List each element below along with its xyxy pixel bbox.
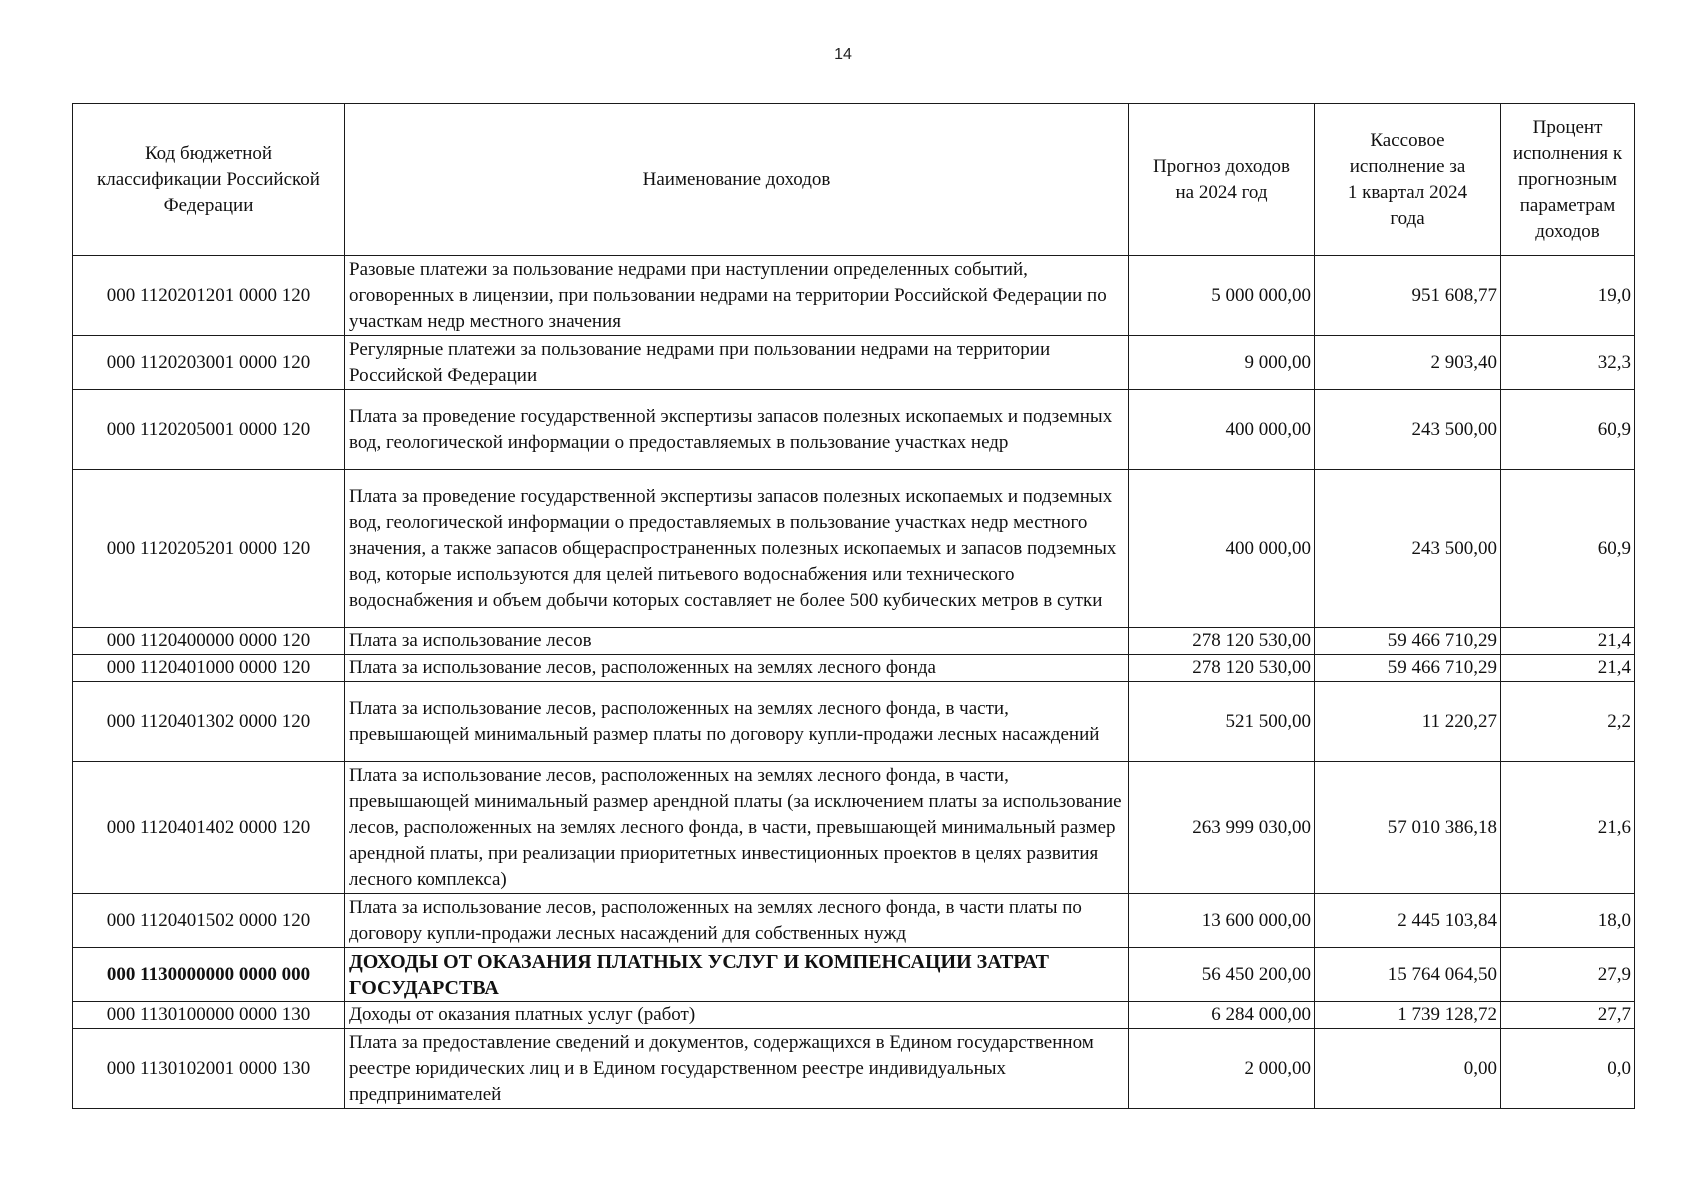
row-code: 000 1120201201 0000 120 xyxy=(73,256,345,336)
row-percent: 21,4 xyxy=(1501,655,1635,682)
table-row xyxy=(73,256,1635,336)
table-row xyxy=(73,762,1635,894)
row-code: 000 1120203001 0000 120 xyxy=(73,336,345,390)
row-cash: 243 500,00 xyxy=(1315,390,1501,470)
row-cash: 57 010 386,18 xyxy=(1315,762,1501,894)
row-cash: 951 608,77 xyxy=(1315,256,1501,336)
row-forecast: 278 120 530,00 xyxy=(1129,628,1315,655)
row-code: 000 1130102001 0000 130 xyxy=(73,1029,345,1109)
row-name: Плата за проведение государственной экспертизы запасов полезных ископаемых и подземных вод, геологической информации о предоставляемых в пользование участках недр xyxy=(345,390,1129,470)
row-name: Доходы от оказания платных услуг (работ) xyxy=(345,1002,1129,1029)
row-name: Плата за использование лесов, расположенных на землях лесного фонда, в части, превышающей минимальный размер платы по договору купли-продажи лесных насаждений xyxy=(345,682,1129,762)
row-cash: 11 220,27 xyxy=(1315,682,1501,762)
row-percent: 60,9 xyxy=(1501,390,1635,470)
table-body xyxy=(73,256,1635,1109)
row-forecast: 521 500,00 xyxy=(1129,682,1315,762)
row-forecast: 400 000,00 xyxy=(1129,470,1315,628)
row-percent: 2,2 xyxy=(1501,682,1635,762)
row-name: Плата за использование лесов, расположенных на землях лесного фонда, в части, превышающей минимальный размер арендной платы (за исключением платы за использование лесов, расположенных на землях лесного фонда, в части, превышающей минимальный размер арендной платы, при реализации приоритетных инвестиционных проектов в целях развития лесного комплекса) xyxy=(345,762,1129,894)
row-code: 000 1120401302 0000 120 xyxy=(73,682,345,762)
page-number: 14 xyxy=(834,46,852,63)
table-header-row xyxy=(73,104,1635,256)
table-row xyxy=(73,682,1635,762)
row-percent: 21,4 xyxy=(1501,628,1635,655)
row-name: Регулярные платежи за пользование недрами при пользовании недрами на территории Российской Федерации xyxy=(345,336,1129,390)
row-cash: 59 466 710,29 xyxy=(1315,628,1501,655)
row-code: 000 1120401402 0000 120 xyxy=(73,762,345,894)
row-name: Плата за использование лесов xyxy=(345,628,1129,655)
income-table xyxy=(72,103,1635,1109)
row-code: 000 1130000000 0000 000 xyxy=(73,948,345,1002)
row-cash: 0,00 xyxy=(1315,1029,1501,1109)
row-name: ДОХОДЫ ОТ ОКАЗАНИЯ ПЛАТНЫХ УСЛУГ И КОМПЕНСАЦИИ ЗАТРАТ ГОСУДАРСТВА xyxy=(345,948,1129,1002)
row-cash: 59 466 710,29 xyxy=(1315,655,1501,682)
table-row xyxy=(73,470,1635,628)
table-row xyxy=(73,894,1635,948)
row-forecast: 6 284 000,00 xyxy=(1129,1002,1315,1029)
row-name: Плата за использование лесов, расположенных на землях лесного фонда, в части платы по договору купли-продажи лесных насаждений для собственных нужд xyxy=(345,894,1129,948)
row-code: 000 1120205201 0000 120 xyxy=(73,470,345,628)
table-row xyxy=(73,1029,1635,1109)
row-cash: 1 739 128,72 xyxy=(1315,1002,1501,1029)
row-cash: 243 500,00 xyxy=(1315,470,1501,628)
row-forecast: 9 000,00 xyxy=(1129,336,1315,390)
header-percent: Процент исполнения к прогнозным параметрам доходов xyxy=(1501,104,1635,256)
header-forecast: Прогноз доходов на 2024 год xyxy=(1129,104,1315,256)
table-row xyxy=(73,1002,1635,1029)
row-forecast: 5 000 000,00 xyxy=(1129,256,1315,336)
row-code: 000 1120401502 0000 120 xyxy=(73,894,345,948)
table-row xyxy=(73,628,1635,655)
row-code: 000 1120205001 0000 120 xyxy=(73,390,345,470)
table-row xyxy=(73,390,1635,470)
header-code: Код бюджетной классификации Российской Федерации xyxy=(73,104,345,256)
row-cash: 2 445 103,84 xyxy=(1315,894,1501,948)
table-row xyxy=(73,655,1635,682)
row-forecast: 400 000,00 xyxy=(1129,390,1315,470)
row-code: 000 1120401000 0000 120 xyxy=(73,655,345,682)
row-percent: 32,3 xyxy=(1501,336,1635,390)
row-name: Плата за предоставление сведений и документов, содержащихся в Едином государственном реестре юридических лиц и в Едином государственном реестре индивидуальных предпринимателей xyxy=(345,1029,1129,1109)
row-percent: 27,9 xyxy=(1501,948,1635,1002)
row-forecast: 56 450 200,00 xyxy=(1129,948,1315,1002)
header-cash: Кассовое исполнение за 1 квартал 2024 года xyxy=(1315,104,1501,256)
row-percent: 21,6 xyxy=(1501,762,1635,894)
header-name: Наименование доходов xyxy=(345,104,1129,256)
row-name: Разовые платежи за пользование недрами при наступлении определенных событий, оговоренных в лицензии, при пользовании недрами на территории Российской Федерации по участкам недр местного значения xyxy=(345,256,1129,336)
row-code: 000 1130100000 0000 130 xyxy=(73,1002,345,1029)
row-forecast: 263 999 030,00 xyxy=(1129,762,1315,894)
row-name: Плата за проведение государственной экспертизы запасов полезных ископаемых и подземных вод, геологической информации о предоставляемых в пользование участках недр местного значения, а также запасов общераспространенных полезных ископаемых и запасов подземных вод, которые используются для целей питьевого водоснабжения или технического водоснабжения и объем добычи которых составляет не более 500 кубических метров в сутки xyxy=(345,470,1129,628)
row-cash: 15 764 064,50 xyxy=(1315,948,1501,1002)
table-row xyxy=(73,336,1635,390)
row-forecast: 13 600 000,00 xyxy=(1129,894,1315,948)
row-percent: 18,0 xyxy=(1501,894,1635,948)
row-percent: 60,9 xyxy=(1501,470,1635,628)
row-forecast: 2 000,00 xyxy=(1129,1029,1315,1109)
row-percent: 27,7 xyxy=(1501,1002,1635,1029)
row-code: 000 1120400000 0000 120 xyxy=(73,628,345,655)
row-percent: 0,0 xyxy=(1501,1029,1635,1109)
row-percent: 19,0 xyxy=(1501,256,1635,336)
table-row xyxy=(73,948,1635,1002)
row-forecast: 278 120 530,00 xyxy=(1129,655,1315,682)
row-name: Плата за использование лесов, расположенных на землях лесного фонда xyxy=(345,655,1129,682)
row-cash: 2 903,40 xyxy=(1315,336,1501,390)
